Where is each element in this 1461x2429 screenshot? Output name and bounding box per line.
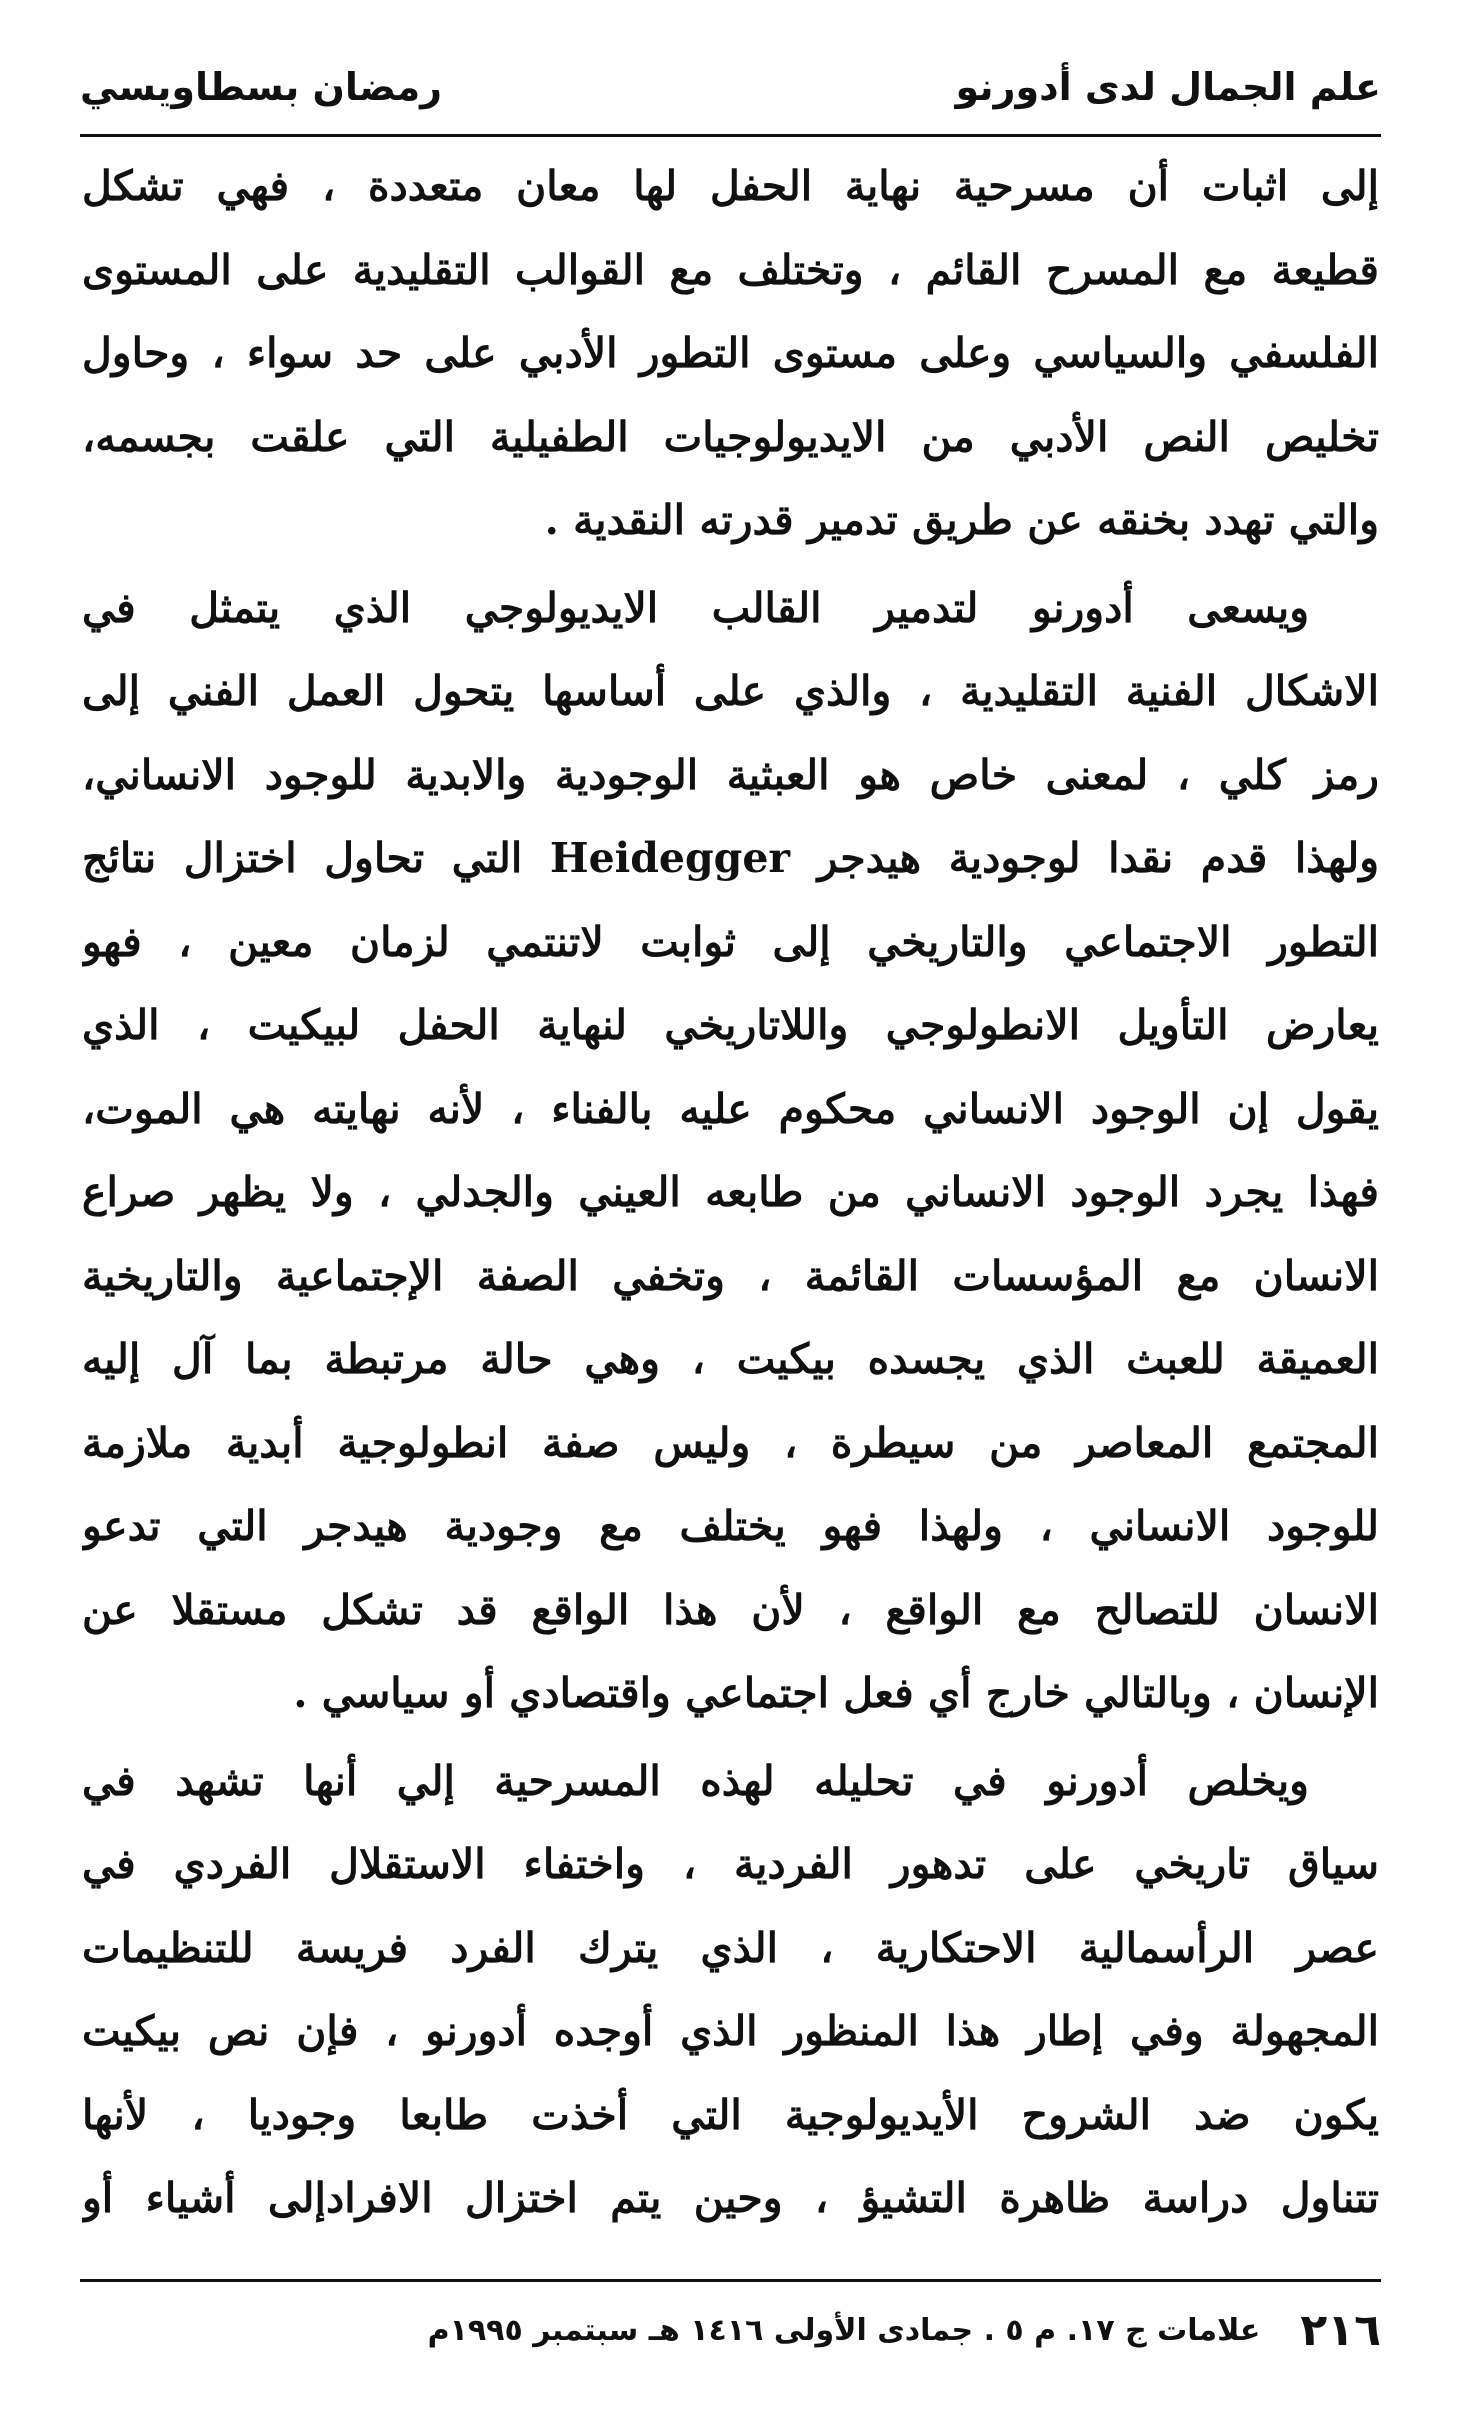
page-footer <box>80 2300 1381 2360</box>
text-line: فهذا يجرد الوجود الانساني من طابعه العيني والجدلي ، ولا يظهر صراع <box>82 1168 1379 1216</box>
text-line: يعارض التأويل الانطولوجي واللاتاريخي لنهاية الحفل لبيكيت ، الذي <box>82 1001 1379 1049</box>
text-line: التطور الاجتماعي والتاريخي إلى ثوابت لاتنتمي لزمان معين ، فهو <box>82 917 1379 966</box>
text-line: عصر الرأسمالية الاحتكارية ، الذي يترك الفرد فريسة للتنظيمات <box>82 1923 1379 1972</box>
text-line: المجتمع المعاصر من سيطرة ، وليس صفة انطولوجية أبدية ملازمة <box>82 1418 1379 1467</box>
journal-info: علامات ج ١٧. م ٥ . جمادى الأولى ١٤١٦ هـ سبتمبر ١٩٩٥م <box>427 2312 1261 2348</box>
running-author: رمضان بسطاويسي <box>80 65 443 109</box>
text-line: تخليص النص الأدبي من الايديولوجيات الطفيلية التي علقت بجسمه، <box>82 412 1379 461</box>
text-line: والتي تهدد بخنقه عن طريق تدمير قدرته النقدية . <box>544 496 1379 544</box>
text-line: يكون ضد الشروح الأيديولوجية التي أخذت طابعا وجوديا ، لأنها <box>82 2090 1379 2139</box>
text-line: المجهولة وفي إطار هذا المنظور الذي أوجده أدورنو ، فإن نص بيكيت <box>82 2007 1379 2055</box>
footer-rule <box>80 2279 1381 2282</box>
page-number: ٢١٦ <box>1300 2304 1381 2356</box>
header-rule <box>80 134 1381 137</box>
text-line: الإنسان ، وبالتالي خارج أي فعل اجتماعي واقتصادي أو سياسي . <box>293 1669 1379 1717</box>
text-line: سياق تاريخي على تدهور الفردية ، واختفاء الاستقلال الفردي في <box>82 1840 1379 1888</box>
text-line: يقول إن الوجود الانساني محكوم عليه بالفناء ، لأنه نهايته هي الموت، <box>82 1084 1379 1133</box>
text-line: الانسان للتصالح مع الواقع ، لأن هذا الواقع قد تشكل مستقلا عن <box>82 1585 1379 1634</box>
text-line: الفلسفي والسياسي وعلى مستوى التطور الأدبي على حد سواء ، وحاول <box>82 329 1379 377</box>
body-text <box>82 145 1379 2235</box>
text-line: الاشكال الفنية التقليدية ، والذي على أساسها يتحول العمل الفني إلى <box>82 667 1379 715</box>
paragraph <box>82 567 1379 1736</box>
running-head <box>80 52 1381 122</box>
text-line: تتناول دراسة ظاهرة التشيؤ ، وحين يتم اختزال الافرادإلى أشياء أو <box>82 2174 1379 2222</box>
running-title: علم الجمال لدى أدورنو <box>955 65 1381 109</box>
text-line: للوجود الانساني ، ولهذا فهو يختلف مع وجودية هيدجر التي تدعو <box>82 1502 1379 1550</box>
text-line: ولهذا قدم نقدا لوجودية هيدجر Heidegger التي تحاول اختزال نتائج <box>82 834 1379 882</box>
text-line: الانسان مع المؤسسات القائمة ، وتخفي الصفة الإجتماعية والتاريخية <box>82 1251 1379 1300</box>
paragraph <box>82 145 1379 563</box>
text-line: ويسعى أدورنو لتدمير القالب الايديولوجي الذي يتمثل في <box>82 583 1309 632</box>
text-line: قطيعة مع المسرح القائم ، وتختلف مع القوالب التقليدية على المستوى <box>82 245 1379 294</box>
paragraph <box>82 1740 1379 2236</box>
text-line: العميقة للعبث الذي يجسده بيكيت ، وهي حالة مرتبطة بما آل إليه <box>82 1335 1379 1383</box>
text-line: رمز كلي ، لمعنى خاص هو العبثية الوجودية والابدية للوجود الانساني، <box>82 750 1379 799</box>
text-line: ويخلص أدورنو في تحليله لهذه المسرحية إلي أنها تشهد في <box>82 1756 1309 1805</box>
text-line: إلى اثبات أن مسرحية نهاية الحفل لها معان متعددة ، فهي تشكل <box>82 162 1379 210</box>
